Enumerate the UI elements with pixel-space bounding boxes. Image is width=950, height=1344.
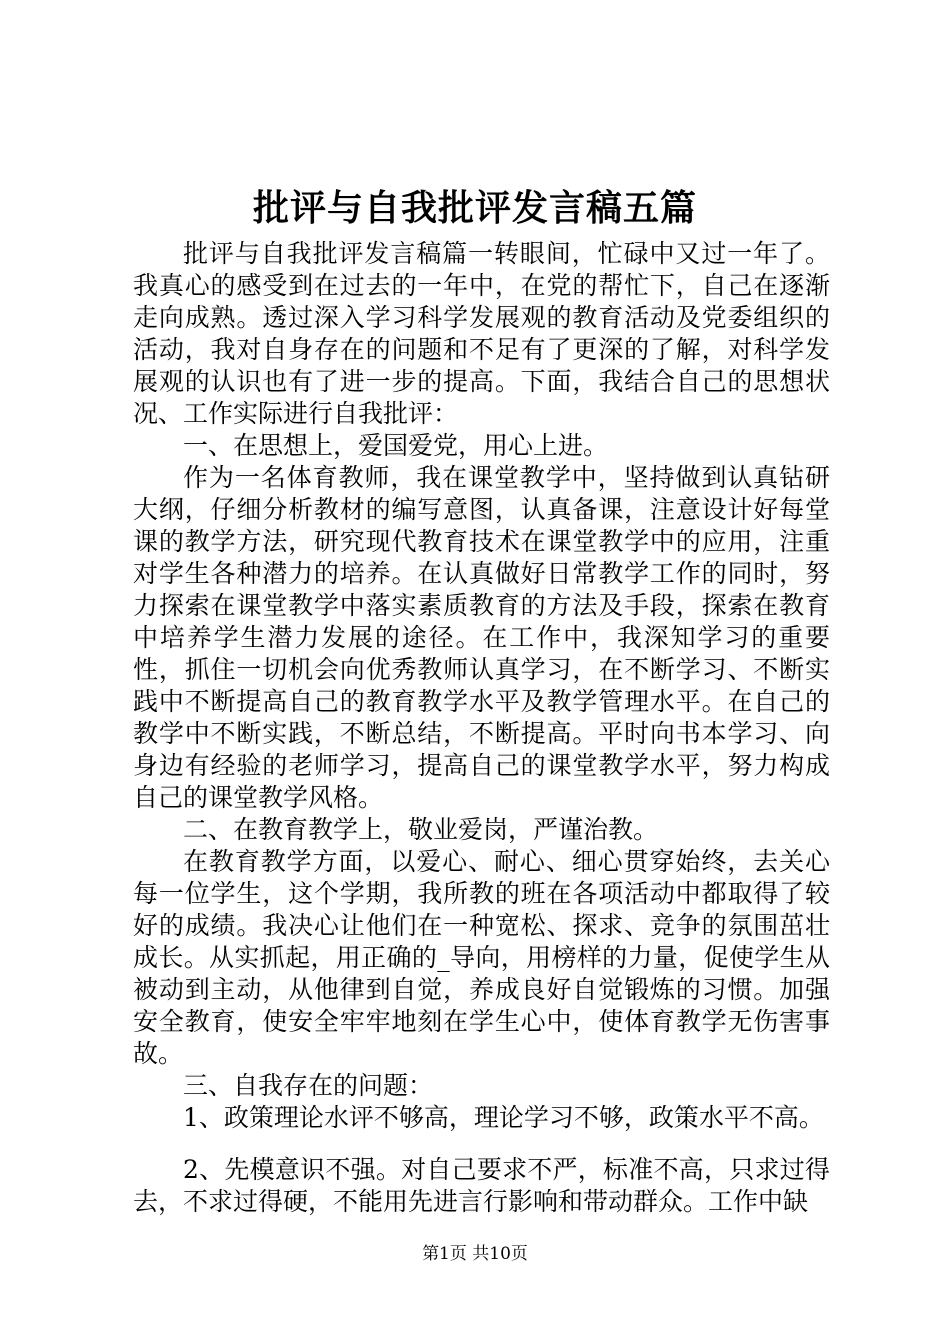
document-title: 批评与自我批评发言稿五篇 (252, 187, 697, 229)
document-body (133, 238, 830, 1218)
paragraph-education: 在教育教学方面，以爱心、耐心、细心贯穿始终，去关心每一位学生，这个学期，我所教的班在各项活动中都取得了较好的成绩。我决心让他们在一种宽松、探求、竞争的氛围茁壮成长。从实抓起，用正确的_导向，用榜样的力量，促使学生从被动到主动，从他律到自觉，养成良好自觉锻炼的习惯。加强安全教育，使安全牢牢地刻在学生心中，使体育教学无伤害事故。 (133, 847, 830, 1068)
section-heading-problems: 三、自我存在的问题： (183, 1071, 434, 1100)
section-heading-education: 二、在教育教学上，敬业爱岗，严谨治教。 (183, 815, 659, 844)
paragraph-intro: 批评与自我批评发言稿篇一转眼间，忙碌中又过一年了。我真心的感受到在过去的一年中，在党的帮忙下，自己在逐渐走向成熟。透过深入学习科学发展观的教育活动及党委组织的活动，我对自身存在的问题和不足有了更深的了解，对科学发展观的认识也有了进一步的提高。下面，我结合自己的思想状况、工作实际进行自我批评： (133, 239, 830, 428)
section-heading-thought: 一、在思想上，爱国爱党，用心上进。 (183, 431, 609, 460)
problem-item-2: 2、先模意识不强。对自己要求不严，标准不高，只求过得去，不求过得硬，不能用先进言行影响和带动群众。工作中缺 (133, 1155, 830, 1216)
page-number-footer: 第1页 共10页 (422, 1244, 528, 1264)
problem-item-1: 1、政策理论水评不够高，理论学习不够，政策水平不高。 (183, 1103, 824, 1132)
paragraph-teaching-practice: 作为一名体育教师，我在课堂教学中，坚持做到认真钻研大纲，仔细分析教材的编写意图，认真备课，注意设计好每堂课的教学方法，研究现代教育技术在课堂教学中的应用，注重对学生各种潜力的培养。在认真做好日常教学工作的同时，努力探索在课堂教学中落实素质教育的方法及手段，探索在教育中培养学生潜力发展的途径。在工作中，我深知学习的重要性，抓住一切机会向优秀教师认真学习，在不断学习、不断实践中不断提高自己的教育教学水平及教学管理水平。在自己的教学中不断实践，不断总结，不断提高。平时向书本学习、向身边有经验的老师学习，提高自己的课堂教学水平，努力构成自己的课堂教学风格。 (133, 463, 830, 812)
